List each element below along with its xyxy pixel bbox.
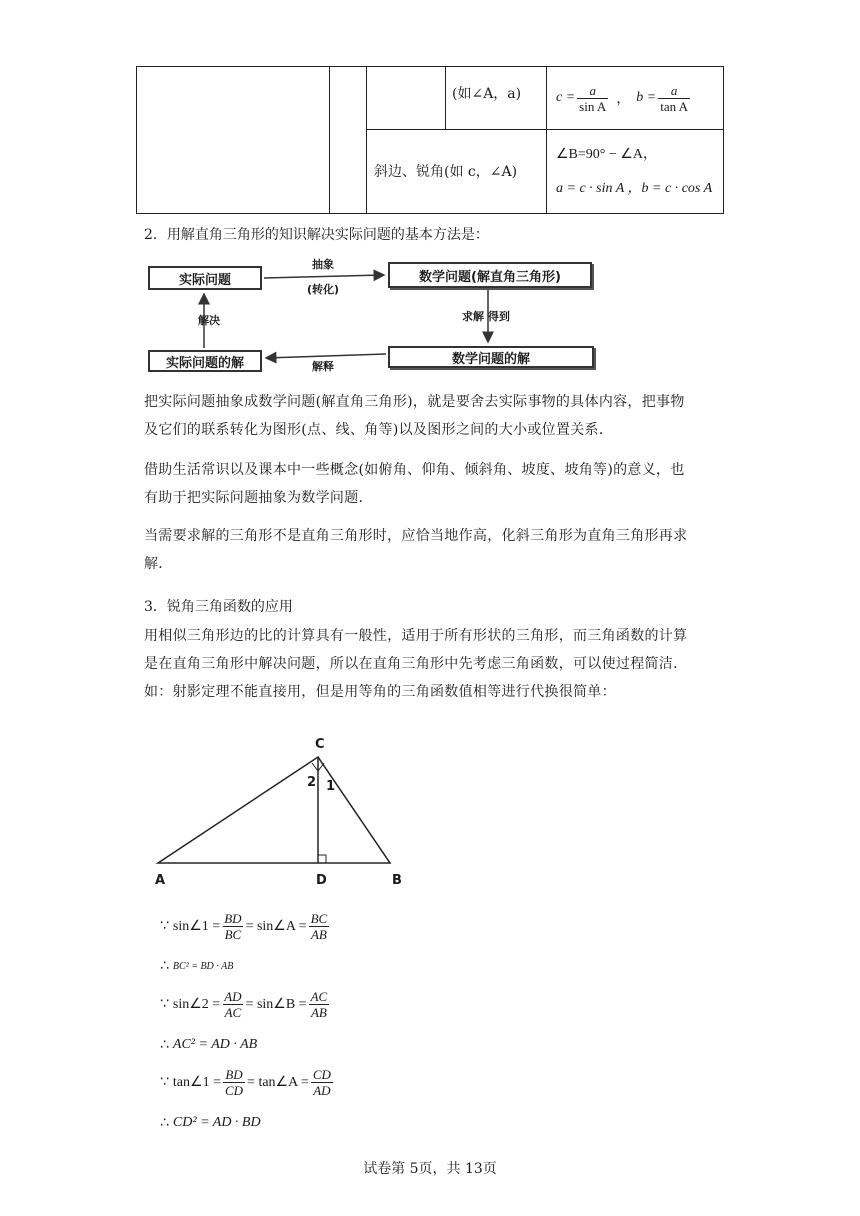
proof5-frac1 <box>223 1067 245 1098</box>
para1-line2: 及它们的联系转化为图形(点、线、角等)以及图形之间的大小或位置关系． <box>144 422 614 438</box>
proof1-lhs: sin∠1 = <box>172 918 221 934</box>
proof1-frac1-num: BD <box>224 910 242 926</box>
proof1-frac1-den: BC <box>224 926 242 942</box>
therefore-symbol: ∴ <box>160 1115 169 1131</box>
flow-diagram <box>144 254 600 374</box>
para3-line1: 当需要求解的三角形不是直角三角形时，应恰当地作高，化斜三角形为直角三角形再求 <box>144 528 688 544</box>
angle-label-2: 2 <box>307 775 317 790</box>
table-row2-line2: a = c · sin A ，b = c · cos A <box>556 181 713 196</box>
triangle-abc <box>158 757 390 863</box>
proof3-frac2-num: AC <box>310 988 328 1004</box>
section3-line2: 是在直角三角形中解决问题，所以在直角三角形中先考虑三角函数，可以使过程简洁． <box>144 656 688 672</box>
paragraph-abstract <box>144 388 720 444</box>
proof5-frac2-num: CD <box>312 1066 331 1082</box>
table-row1-condition: (如∠A，a) <box>452 86 522 102</box>
proof3-frac1-den: AC <box>224 1004 242 1020</box>
table-row2-line1: ∠B=90° − ∠A， <box>556 147 657 162</box>
proof3-frac2 <box>309 989 330 1020</box>
section3-line1: 用相似三角形边的比的计算具有一般性，适用于所有形状的三角形，而三角函数的计算 <box>144 628 688 644</box>
because-symbol: ∵ <box>160 996 169 1012</box>
proof1-mid: = sin∠A = <box>245 918 307 934</box>
proof5-frac1-den: CD <box>224 1082 244 1098</box>
proof3-frac2-den: AB <box>310 1004 327 1020</box>
proof1-frac2-den: AB <box>310 926 327 942</box>
proof1-frac2 <box>309 911 330 942</box>
proof-line-3 <box>160 984 331 1024</box>
label-solve-get: 求解 得到 <box>462 310 510 323</box>
box-real-problem: 实际问题 <box>148 266 262 290</box>
section3-heading: 3．锐角三角函数的应用 <box>144 599 293 615</box>
therefore-symbol: ∴ <box>160 958 169 974</box>
proof-line-5 <box>160 1062 335 1102</box>
section3-line3: 如：射影定理不能直接用，但是用等角的三角函数值相等进行代换很简单： <box>144 684 616 700</box>
label-abstract-convert: (转化) <box>307 283 340 296</box>
vertex-label-c: C <box>315 737 325 752</box>
label-explain: 解释 <box>312 360 334 373</box>
fraction-c <box>577 83 608 114</box>
proof5-frac2 <box>311 1067 333 1098</box>
fraction-b <box>658 83 690 114</box>
proof-line-6 <box>160 1113 261 1133</box>
proof3-lhs: sin∠2 = <box>172 996 221 1012</box>
triangle-svg <box>150 735 420 895</box>
vertex-label-a: A <box>155 873 166 888</box>
section2-heading: 2．用解直角三角形的知识解决实际问题的基本方法是： <box>144 227 489 243</box>
proof5-mid: = tan∠A = <box>247 1074 309 1090</box>
paragraph-trig-application <box>144 622 720 706</box>
page-footer: 试卷第 5页，共 13页 <box>363 1161 497 1177</box>
proof5-lhs: tan∠1 = <box>172 1074 221 1090</box>
because-symbol: ∵ <box>160 1074 169 1090</box>
proof4-text: AC² = AD · AB <box>172 1037 258 1052</box>
arrow-abstract <box>264 275 384 278</box>
therefore-symbol: ∴ <box>160 1037 169 1053</box>
label-resolve: 解决 <box>198 314 220 327</box>
label-abstract: 抽象 <box>312 258 334 271</box>
table-row2-condition: 斜边、锐角(如 c，∠A) <box>374 164 518 180</box>
formula-b-lhs: b = <box>636 90 657 105</box>
para1-line1: 把实际问题抽象成数学问题(解直角三角形)，就是要舍去实际事物的具体内容，把事物 <box>144 394 685 410</box>
para3-line2: 解． <box>144 556 173 572</box>
proof6-text: CD² = AD · BD <box>172 1115 261 1130</box>
proof-line-2 <box>160 956 233 976</box>
proof3-frac1 <box>222 989 243 1020</box>
proof2-text: BC² = BD · AB <box>172 960 234 972</box>
proof5-frac2-den: AD <box>313 1082 331 1098</box>
table-row1-formula <box>556 76 692 120</box>
formula-c-lhs: c = <box>556 90 576 105</box>
box-math-solution: 数学问题的解 <box>388 346 594 368</box>
formula-separator: ， <box>616 92 631 107</box>
proof1-frac1 <box>222 911 243 942</box>
vertex-label-d: D <box>316 873 327 888</box>
because-symbol: ∵ <box>160 918 169 934</box>
right-angle-d <box>318 855 326 863</box>
fraction-c-den: sin A <box>579 98 607 114</box>
proof-line-1 <box>160 906 331 946</box>
box-math-problem: 数学问题(解直角三角形) <box>388 262 592 288</box>
para2-line1: 借助生活常识以及课本中一些概念(如俯角、仰角、倾斜角、坡度、坡角等)的意义，也 <box>144 462 685 478</box>
paragraph-oblique <box>144 522 720 578</box>
proof5-frac1-num: BD <box>225 1066 243 1082</box>
box-real-solution: 实际问题的解 <box>148 350 262 372</box>
proof-line-4 <box>160 1035 257 1055</box>
proof3-mid: = sin∠B = <box>245 996 307 1012</box>
proof3-frac1-num: AD <box>224 988 242 1004</box>
fraction-b-den: tan A <box>660 98 689 114</box>
proof1-frac2-num: BC <box>310 910 328 926</box>
angle-label-1: 1 <box>326 779 336 794</box>
solution-table <box>136 66 724 214</box>
fraction-c-num: a <box>589 82 596 98</box>
fraction-b-num: a <box>670 82 678 98</box>
para2-line2: 有助于把实际问题抽象为数学问题． <box>144 490 373 506</box>
vertex-label-b: B <box>392 873 402 888</box>
triangle-figure <box>150 735 420 895</box>
paragraph-concepts <box>144 456 720 512</box>
